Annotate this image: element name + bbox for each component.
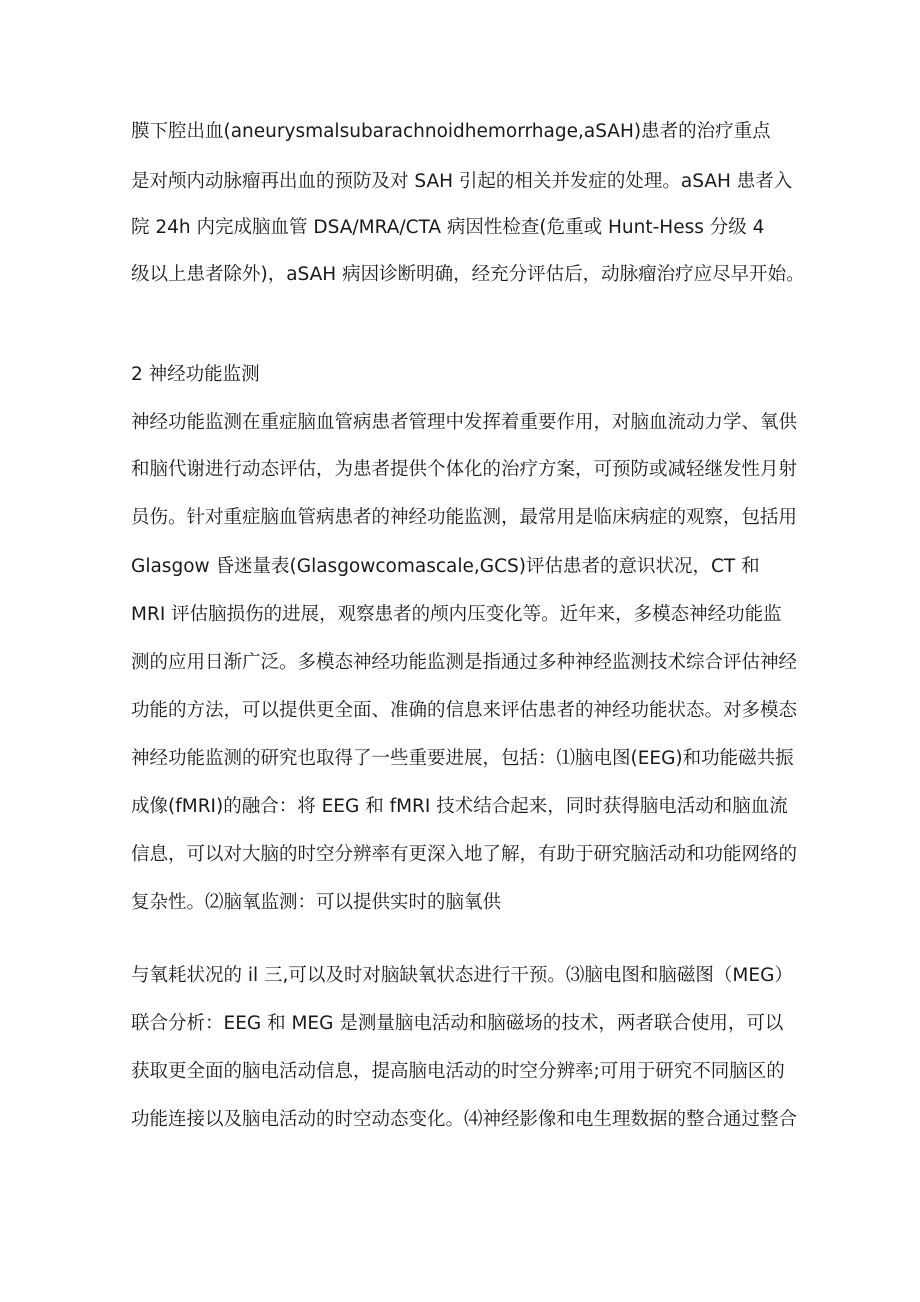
text-line: 复杂性。⑵脑氧监测：可以提供实时的脑氧供 (131, 892, 502, 913)
text-line: 级以上患者除外)，aSAH 病因诊断明确，经充分评估后，动脉瘤治疗应尽早开始。 (131, 264, 805, 285)
section-heading: 2 神经功能监测 (131, 364, 260, 385)
text-line: 员伤。针对重症脑血管病患者的神经功能监测，最常用是临床病症的观察，包括用 (131, 507, 798, 528)
text-line: 院 24h 内完成脑血管 DSA/MRA/CTA 病因性检查(危重或 Hunt-Hess 分级 4 (131, 217, 765, 238)
text-line: 膜下腔出血(aneurysmalsubarachnoidhemorrhage,aSAH)患者的治疗重点 (131, 121, 771, 142)
text-line: 测的应用日渐广泛。多模态神经功能监测是指通过多种神经监测技术综合评估神经 (131, 652, 798, 673)
text-line: 神经功能监测在重症脑血管病患者管理中发挥着重要作用，对脑血流动力学、氧供 (131, 412, 798, 433)
text-line: Glasgow 昏迷量表(Glasgowcomascale,GCS)评估患者的意识状况，CT 和 (131, 556, 760, 577)
text-line: 信息，可以对大脑的时空分辨率有更深入地了解，有助于研究脑活动和功能网络的 (131, 844, 798, 865)
text-line: 与氧耗状况的 il 三,可以及时对脑缺氧状态进行干预。⑶脑电图和脑磁图（MEG） (131, 965, 793, 986)
text-line: MRI 评估脑损伤的进展，观察患者的颅内压变化等。近年来，多模态神经功能监 (131, 604, 782, 625)
text-line: 功能连接以及脑电活动的时空动态变化。⑷神经影像和电生理数据的整合通过整合 (131, 1109, 798, 1130)
text-line: 和脑代谢进行动态评估，为患者提供个体化的治疗方案，可预防或减轻继发性月射 (131, 459, 798, 480)
text-line: 获取更全面的脑电活动信息，提高脑电活动的时空分辨率;可用于研究不同脑区的 (131, 1061, 785, 1082)
text-line: 成像(fMRI)的融合：将 EEG 和 fMRI 技术结合起来，同时获得脑电活动和脑血流 (131, 796, 788, 817)
text-line: 功能的方法，可以提供更全面、准确的信息来评估患者的神经功能状态。对多模态 (131, 700, 798, 721)
text-line: 神经功能监测的研究也取得了一些重要进展，包括：⑴脑电图(EEG)和功能磁共振 (131, 748, 794, 769)
text-line: 是对颅内动脉瘤再出血的预防及对 SAH 引起的相关并发症的处理。aSAH 患者入 (131, 171, 793, 192)
text-line: 联合分析：EEG 和 MEG 是测量脑电活动和脑磁场的技术，两者联合使用，可以 (131, 1013, 784, 1034)
